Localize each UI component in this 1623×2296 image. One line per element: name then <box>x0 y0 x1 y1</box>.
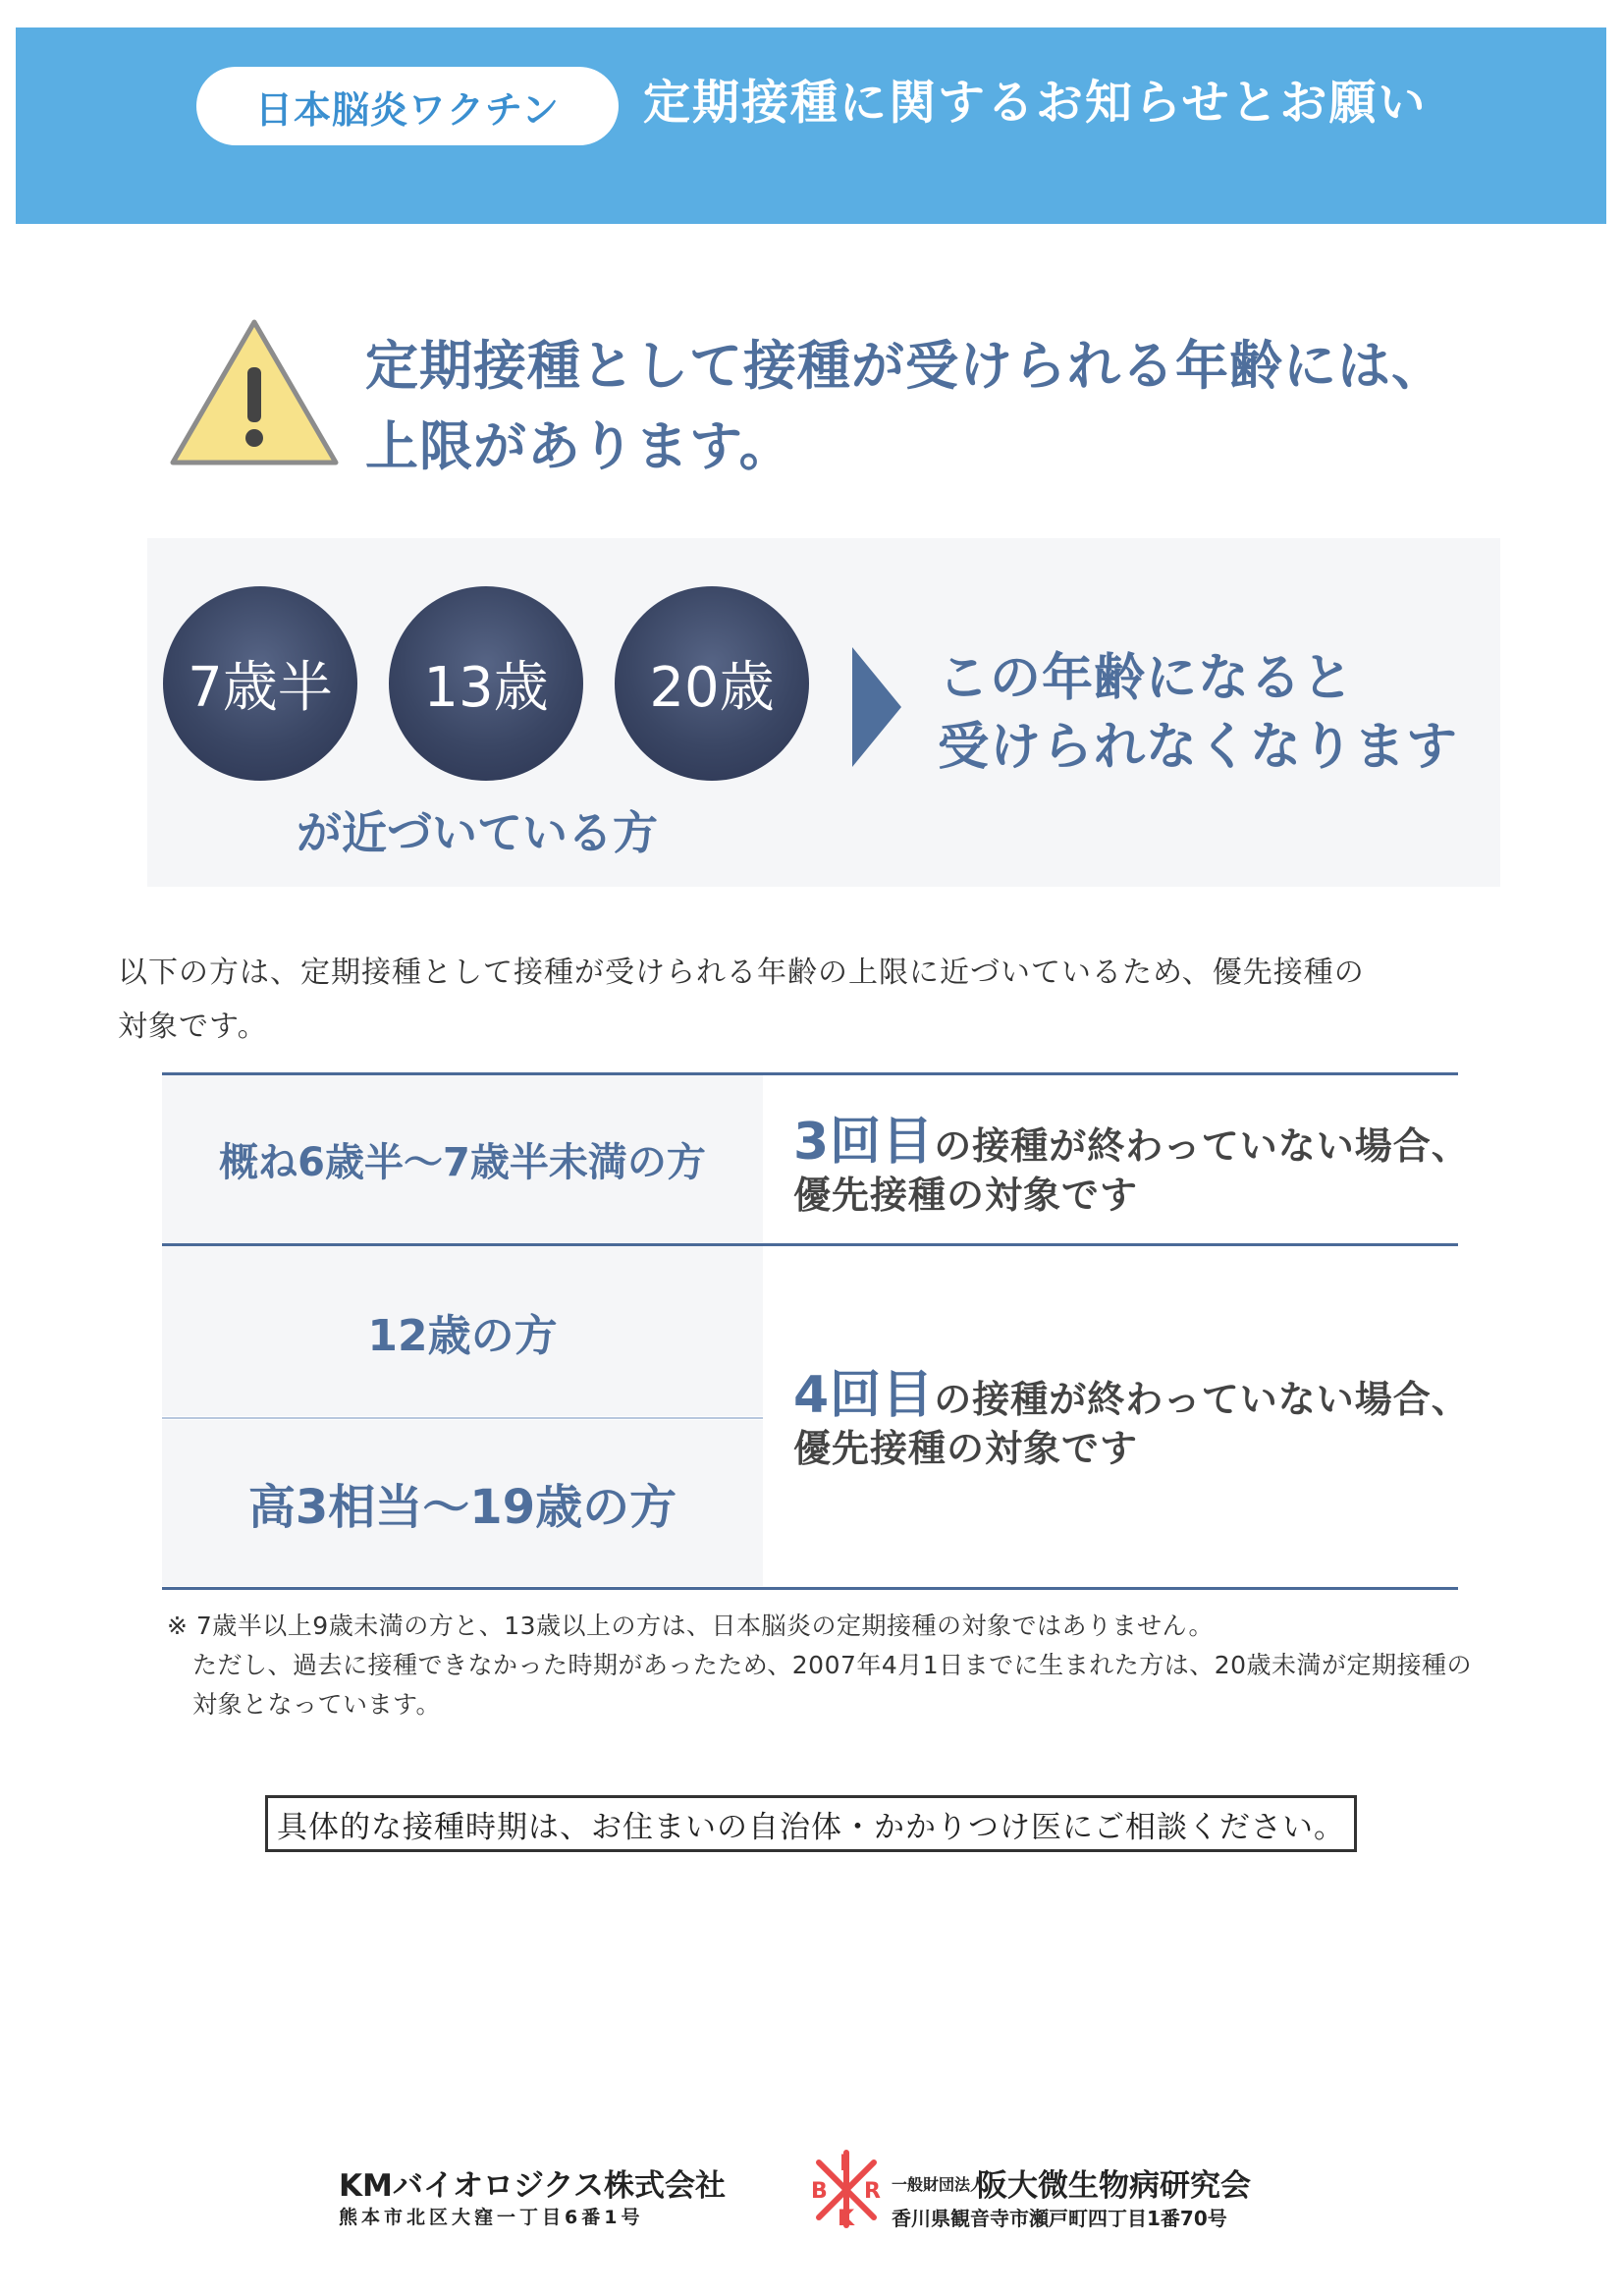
bikr-logo-icon <box>807 2149 886 2229</box>
table-rule-bottom <box>162 1587 1458 1590</box>
condition-row-2-line-2: 優先接種の対象です <box>793 1427 1139 1470</box>
consultation-notice: 具体的な接種時期は、お住まいの自治体・かかりつけ医にご相談ください。 <box>265 1795 1357 1852</box>
table-rule-inner <box>162 1417 763 1419</box>
vaccine-name-pill: 日本脳炎ワクチン <box>196 67 619 145</box>
company-1-address: 熊本市北区大窪一丁目6番1号 <box>339 2207 644 2228</box>
company-1-name: KMバイオロジクス株式会社 <box>339 2168 727 2204</box>
triangle-right-icon <box>846 643 905 771</box>
condition-row-2-line-1 <box>793 1353 1470 1427</box>
group-cell-12: 12歳の方 <box>162 1246 763 1416</box>
company-2-prefix: 一般財団法人 <box>892 2175 987 2194</box>
warning-triangle-icon <box>167 316 342 468</box>
result-line-2: 受けられなくなります <box>938 718 1459 777</box>
condition-row-1-line-1 <box>793 1100 1470 1174</box>
note-line-1: ※ 7歳半以上9歳未満の方と、13歳以上の方は、日本脳炎の定期接種の対象ではありません。 <box>167 1612 1215 1640</box>
note-line-3: 対象となっています。 <box>192 1690 442 1719</box>
age-circle-7-5: 7歳半 <box>163 586 357 781</box>
note-line-2: ただし、過去に接種できなかった時期があったため、2007年4月1日までに生まれた方は、20歳未満が定期接種の <box>192 1651 1473 1679</box>
group-cell-hs3-19: 高3相当〜19歳の方 <box>162 1420 763 1586</box>
condition-text: の接種が終わっていない場合、 <box>934 1378 1470 1421</box>
condition-row-1-line-2: 優先接種の対象です <box>793 1174 1139 1217</box>
result-line-1: この年齢になると <box>938 649 1355 708</box>
group-cell-6-7: 概ね6歳半〜7歳半未満の方 <box>162 1075 763 1242</box>
svg-text:K: K <box>838 2207 855 2229</box>
approaching-label: が近づいている方 <box>297 806 658 859</box>
condition-text: の接種が終わっていない場合、 <box>934 1124 1470 1168</box>
svg-text:R: R <box>864 2179 881 2204</box>
svg-text:I: I <box>839 2152 848 2176</box>
intro-line-2: 対象です。 <box>118 1010 268 1044</box>
company-2-address: 香川県観音寺市瀬戸町四丁目1番70号 <box>892 2207 1227 2230</box>
headline-line-2: 上限があります。 <box>365 415 793 477</box>
svg-text:B: B <box>811 2179 828 2204</box>
company-2-name: 阪大微生物病研究会 <box>977 2168 1251 2204</box>
age-circle-20: 20歳 <box>615 586 809 781</box>
dose-count: 3回目 <box>793 1113 935 1172</box>
page-title: 定期接種に関するお知らせとお願い <box>643 75 1428 131</box>
intro-line-1: 以下の方は、定期接種として接種が受けられる年齢の上限に近づいているため、優先接種の <box>118 956 1365 990</box>
headline-line-1: 定期接種として接種が受けられる年齢には、 <box>365 335 1445 397</box>
age-circle-13: 13歳 <box>389 586 583 781</box>
dose-count: 4回目 <box>793 1366 935 1425</box>
